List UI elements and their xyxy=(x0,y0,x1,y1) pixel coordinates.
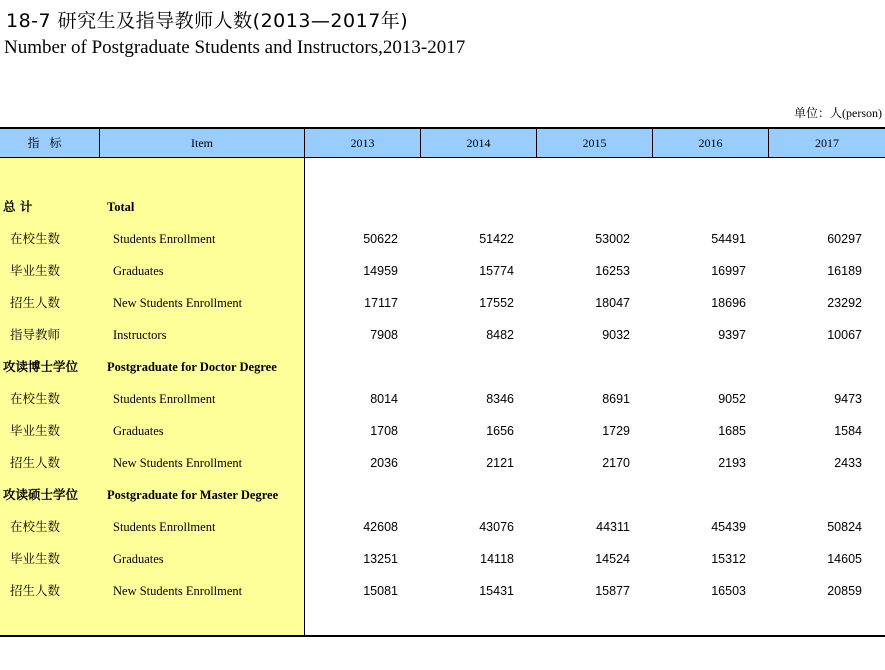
table-row xyxy=(0,511,885,543)
table-cell: 51422 xyxy=(479,232,514,246)
row-label-chinese: 招生人数 xyxy=(10,455,61,470)
table-row xyxy=(0,447,885,479)
table-cell: 2036 xyxy=(370,456,398,470)
row-label-chinese: 毕业生数 xyxy=(10,423,61,438)
row-label-chinese: 招生人数 xyxy=(10,583,61,598)
unit-label-english: (person) xyxy=(842,106,882,120)
table-cell: 8691 xyxy=(602,392,630,406)
table-cell: 43076 xyxy=(479,520,514,534)
table-cell: 15877 xyxy=(595,584,630,598)
table-cell: 9052 xyxy=(718,392,746,406)
table-cell: 2121 xyxy=(486,456,514,470)
row-label-chinese: 总 计 xyxy=(3,199,33,214)
table-cell: 50824 xyxy=(827,520,862,534)
table-cell: 13251 xyxy=(363,552,398,566)
table-cell: 45439 xyxy=(711,520,746,534)
table-cell: 16997 xyxy=(711,264,746,278)
table-cell: 2433 xyxy=(834,456,862,470)
table-cell: 15081 xyxy=(363,584,398,598)
row-label-chinese: 招生人数 xyxy=(10,295,61,310)
section-row xyxy=(0,351,885,383)
header-year: 2013 xyxy=(305,129,421,157)
table-cell: 54491 xyxy=(711,232,746,246)
table-cell: 60297 xyxy=(827,232,862,246)
section-row xyxy=(0,191,885,223)
table-row xyxy=(0,223,885,255)
table-row xyxy=(0,319,885,351)
row-label-english: Students Enrollment xyxy=(113,232,216,246)
table-cell: 1584 xyxy=(834,424,862,438)
row-label-chinese: 攻读硕士学位 xyxy=(3,487,79,502)
row-label-chinese: 毕业生数 xyxy=(10,263,61,278)
table-cell: 50622 xyxy=(363,232,398,246)
table-cell: 16503 xyxy=(711,584,746,598)
table-cell: 18047 xyxy=(595,296,630,310)
row-label-english: Students Enrollment xyxy=(113,392,216,406)
table-cell: 9397 xyxy=(718,328,746,342)
row-label-english: New Students Enrollment xyxy=(113,584,243,598)
table-cell: 44311 xyxy=(596,520,630,534)
table-cell: 14959 xyxy=(363,264,398,278)
data-table xyxy=(0,127,885,637)
header-indicator: 指标 xyxy=(0,129,100,157)
table-cell: 9473 xyxy=(834,392,862,406)
table-cell: 8482 xyxy=(486,328,514,342)
table-header xyxy=(0,129,885,158)
table-cell: 2193 xyxy=(718,456,746,470)
row-label-chinese: 在校生数 xyxy=(10,231,61,246)
row-label-english: Total xyxy=(107,200,135,214)
table-cell: 9032 xyxy=(602,328,630,342)
table-cell: 15431 xyxy=(479,584,514,598)
table-cell: 15312 xyxy=(711,552,746,566)
row-label-chinese: 攻读博士学位 xyxy=(3,359,79,374)
table-cell: 20859 xyxy=(827,584,862,598)
table-cell: 1708 xyxy=(370,424,398,438)
table-row xyxy=(0,415,885,447)
table-cell: 42608 xyxy=(363,520,398,534)
unit-label xyxy=(794,104,882,121)
table-row xyxy=(0,383,885,415)
table-cell: 16189 xyxy=(827,264,862,278)
row-label-english: Graduates xyxy=(113,264,164,278)
row-label-english: New Students Enrollment xyxy=(113,456,243,470)
table-cell: 18696 xyxy=(711,296,746,310)
row-label-chinese: 指导教师 xyxy=(10,327,61,342)
table-cell: 7908 xyxy=(370,328,398,342)
row-label-chinese: 在校生数 xyxy=(10,519,61,534)
row-label-english: Postgraduate for Doctor Degree xyxy=(107,360,277,374)
table-cell: 53002 xyxy=(595,232,630,246)
table-cell: 10067 xyxy=(827,328,862,342)
table-cell: 17117 xyxy=(364,296,398,310)
table-cell: 8346 xyxy=(486,392,514,406)
unit-label-chinese: 单位：人 xyxy=(794,106,843,120)
table-cell: 1685 xyxy=(718,424,746,438)
header-year: 2015 xyxy=(537,129,653,157)
table-cell: 17552 xyxy=(479,296,514,310)
row-label-english: New Students Enrollment xyxy=(113,296,243,310)
row-label-english: Postgraduate for Master Degree xyxy=(107,488,279,502)
row-label-english: Graduates xyxy=(113,552,164,566)
row-label-chinese: 在校生数 xyxy=(10,391,61,406)
table-cell: 2170 xyxy=(602,456,630,470)
table-row xyxy=(0,287,885,319)
table-cell: 16253 xyxy=(595,264,630,278)
row-label-english: Graduates xyxy=(113,424,164,438)
table-cell: 8014 xyxy=(370,392,398,406)
table-cell: 1656 xyxy=(486,424,514,438)
table-cell: 14605 xyxy=(827,552,862,566)
header-item: Item xyxy=(100,129,305,157)
table-cell: 1729 xyxy=(602,424,630,438)
table-row xyxy=(0,255,885,287)
section-row xyxy=(0,479,885,511)
page-title-english: Number of Postgraduate Students and Instructors,2013-2017 xyxy=(4,37,466,58)
table-row xyxy=(0,575,885,607)
header-year: 2016 xyxy=(653,129,769,157)
row-label-english: Students Enrollment xyxy=(113,520,216,534)
row-label-english: Instructors xyxy=(113,328,167,342)
page-title-chinese: 18-7 研究生及指导教师人数(2013—2017年) xyxy=(6,10,409,32)
table-cell: 14524 xyxy=(595,552,630,566)
table-cell: 15774 xyxy=(479,264,514,278)
row-label-chinese: 毕业生数 xyxy=(10,551,61,566)
table-row xyxy=(0,543,885,575)
table-cell: 14118 xyxy=(480,552,514,566)
table-cell: 23292 xyxy=(827,296,862,310)
header-year: 2014 xyxy=(421,129,537,157)
header-year: 2017 xyxy=(815,136,839,150)
